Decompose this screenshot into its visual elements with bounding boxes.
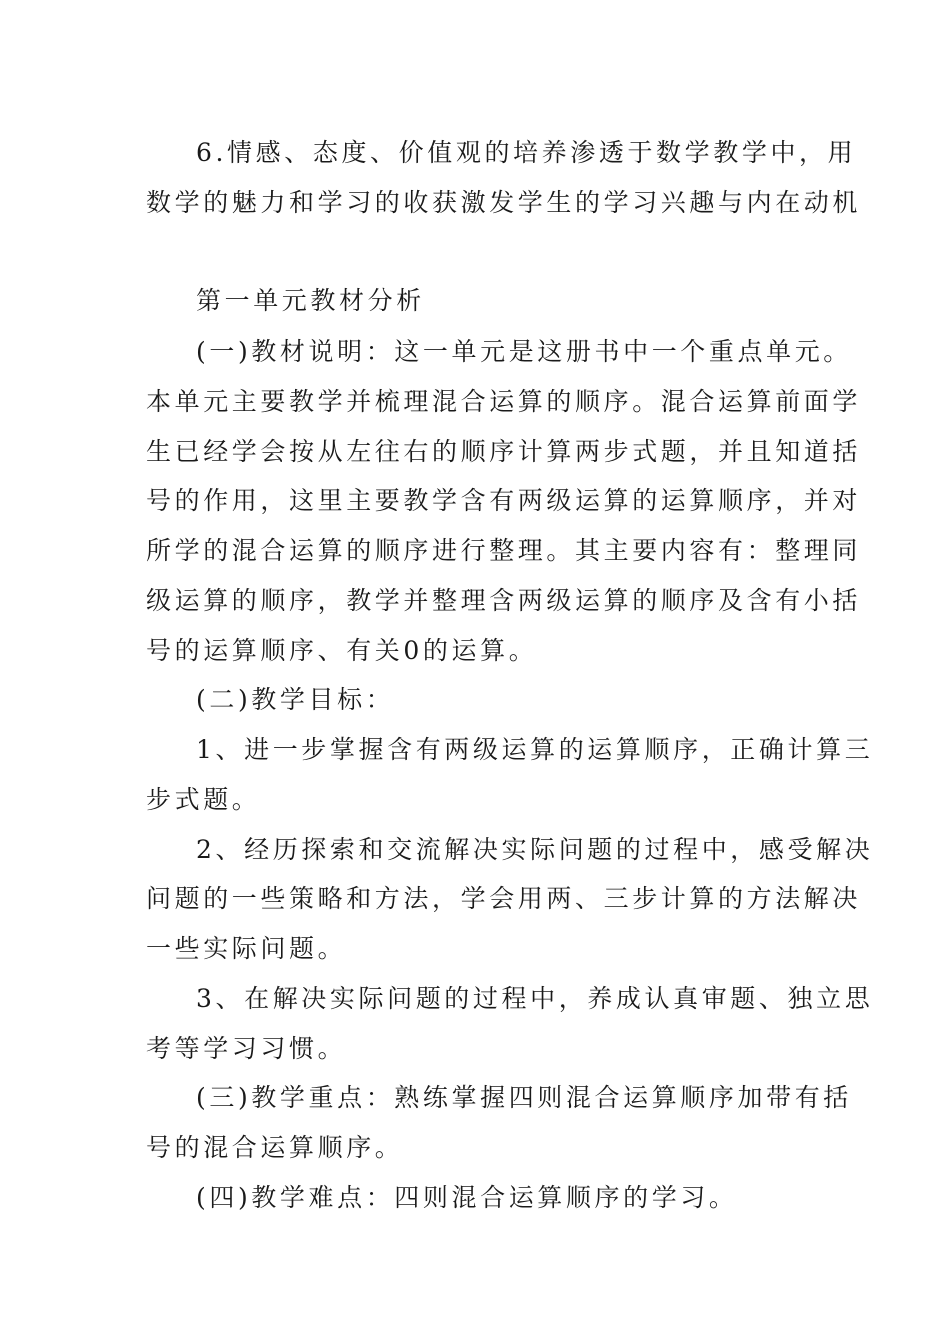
paragraph-line: 本单元主要教学并梳理混合运算的顺序。混合运算前面学 bbox=[146, 387, 862, 416]
list-item-continuation: 考等学习习惯。 bbox=[146, 1034, 347, 1063]
paragraph-line: 数学的魅力和学习的收获激发学生的学习兴趣与内在动机 bbox=[146, 188, 862, 217]
list-item-continuation: 问题的一些策略和方法，学会用两、三步计算的方法解决 bbox=[146, 884, 862, 913]
section-heading: (二)教学目标： bbox=[196, 685, 395, 714]
paragraph-line: 生已经学会按从左往右的顺序计算两步式题，并且知道括 bbox=[146, 437, 862, 466]
paragraph-line: (一)教材说明：这一单元是这册书中一个重点单元。 bbox=[196, 337, 852, 366]
paragraph-line: 所学的混合运算的顺序进行整理。其主要内容有：整理同 bbox=[146, 536, 862, 565]
list-item: 3、在解决实际问题的过程中，养成认真审题、独立思 bbox=[196, 984, 874, 1013]
list-item-continuation: 步式题。 bbox=[146, 785, 261, 814]
paragraph-line: 号的混合运算顺序。 bbox=[146, 1133, 404, 1162]
paragraph-line: 号的作用，这里主要教学含有两级运算的运算顺序，并对 bbox=[146, 486, 862, 515]
paragraph-line: 级运算的顺序，教学并整理含两级运算的顺序及含有小括 bbox=[146, 586, 862, 615]
section-heading: (三)教学重点：熟练掌握四则混合运算顺序加带有括 bbox=[196, 1083, 852, 1112]
section-heading: (四)教学难点：四则混合运算顺序的学习。 bbox=[196, 1183, 738, 1212]
section-heading: 第一单元教材分析 bbox=[196, 286, 425, 315]
paragraph-line: 6.情感、态度、价值观的培养渗透于数学教学中，用 bbox=[196, 138, 857, 167]
list-item-continuation: 一些实际问题。 bbox=[146, 934, 347, 963]
paragraph-line: 号的运算顺序、有关0的运算。 bbox=[146, 636, 538, 665]
list-item: 2、经历探索和交流解决实际问题的过程中，感受解决 bbox=[196, 835, 874, 864]
list-item: 1、进一步掌握含有两级运算的运算顺序，正确计算三 bbox=[196, 735, 874, 764]
